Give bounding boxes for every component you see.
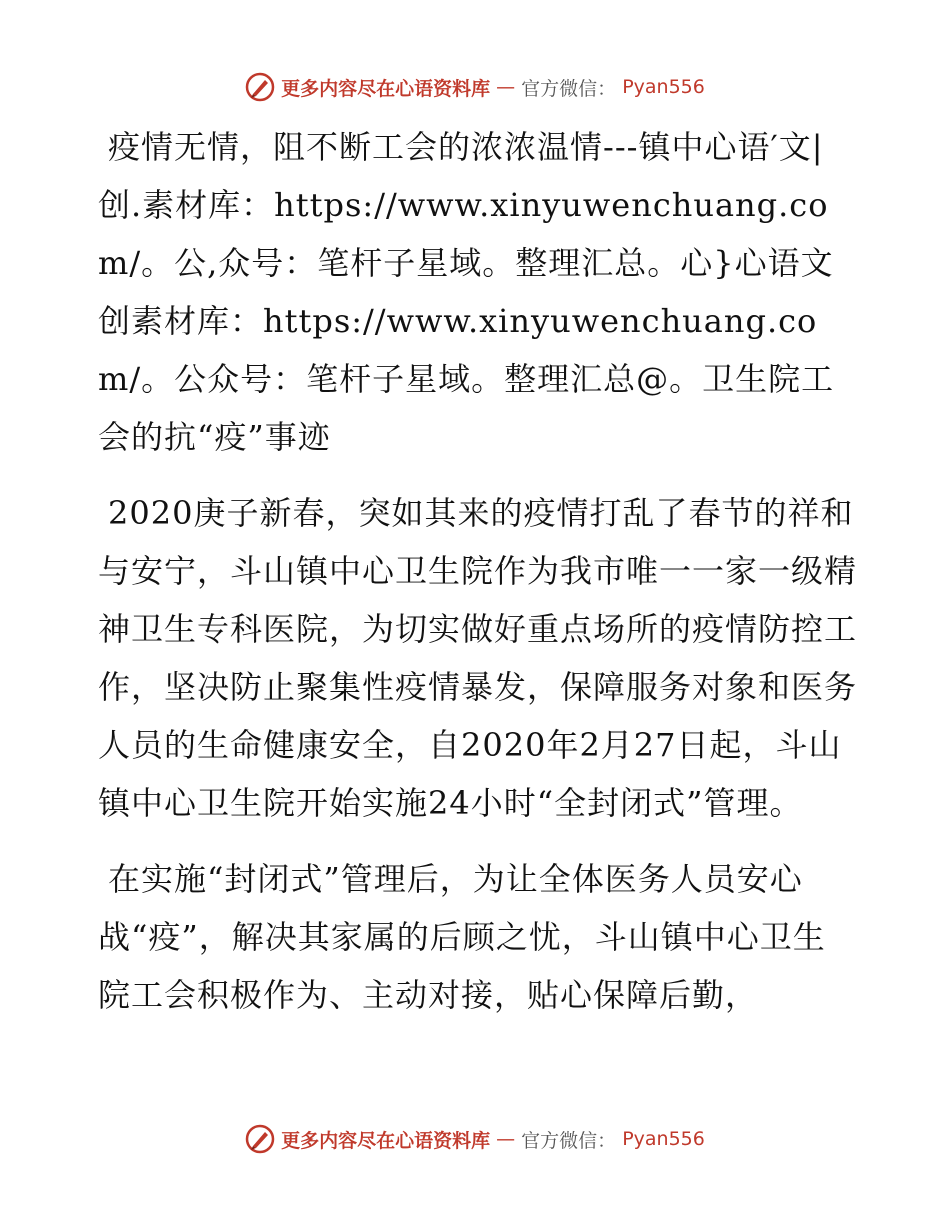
paragraph-background: 2020庚子新春，突如其来的疫情打乱了春节的祥和与安宁，斗山镇中心卫生院作为我市唯一一家一级精神卫生专科医院，为切实做好重点场所的疫情防控工作，坚决防止聚集性疫情暴发，保障服务对象和医务人员的生命健康安全，自2020年2月27日起，斗山镇中心卫生院开始实施24小时“全封闭式”管理。 xyxy=(98,494,858,822)
banner-site-name: 更多内容尽在心语资料库 xyxy=(281,77,491,100)
footer-watermark-banner xyxy=(0,1124,950,1154)
paragraph-title: 疫情无情，阻不断工会的浓浓温情---镇中心语′文|创.素材库：https://www.xinyuwenchuang.com/。公,众号：笔杆子星域。整理汇总。心}心语文创素材库：https://www.xinyuwenchuang.com/。公众号：笔杆子星域。整理汇总@。卫生院工会的抗“疫”事迹 xyxy=(98,128,835,456)
banner-wechat-label: 官方微信： xyxy=(521,1129,617,1152)
header-watermark-banner xyxy=(0,72,950,102)
paragraph-measures: 在实施“封闭式”管理后，为让全体医务人员安心战“疫”，解决其家属的后顾之忧，斗山镇中心卫生院工会积极作为、主动对接，贴心保障后勤， xyxy=(98,860,826,1014)
pen-logo-icon xyxy=(245,1124,275,1154)
banner-wechat-label: 官方微信： xyxy=(521,77,617,100)
banner-site-name: 更多内容尽在心语资料库 xyxy=(281,1129,491,1152)
document-body xyxy=(98,118,858,1042)
pen-logo-icon xyxy=(245,72,275,102)
banner-wechat-id: Pyan556 xyxy=(622,1128,705,1150)
banner-wechat-id: Pyan556 xyxy=(622,76,705,98)
banner-separator: — xyxy=(496,76,516,98)
banner-separator: — xyxy=(496,1128,516,1150)
